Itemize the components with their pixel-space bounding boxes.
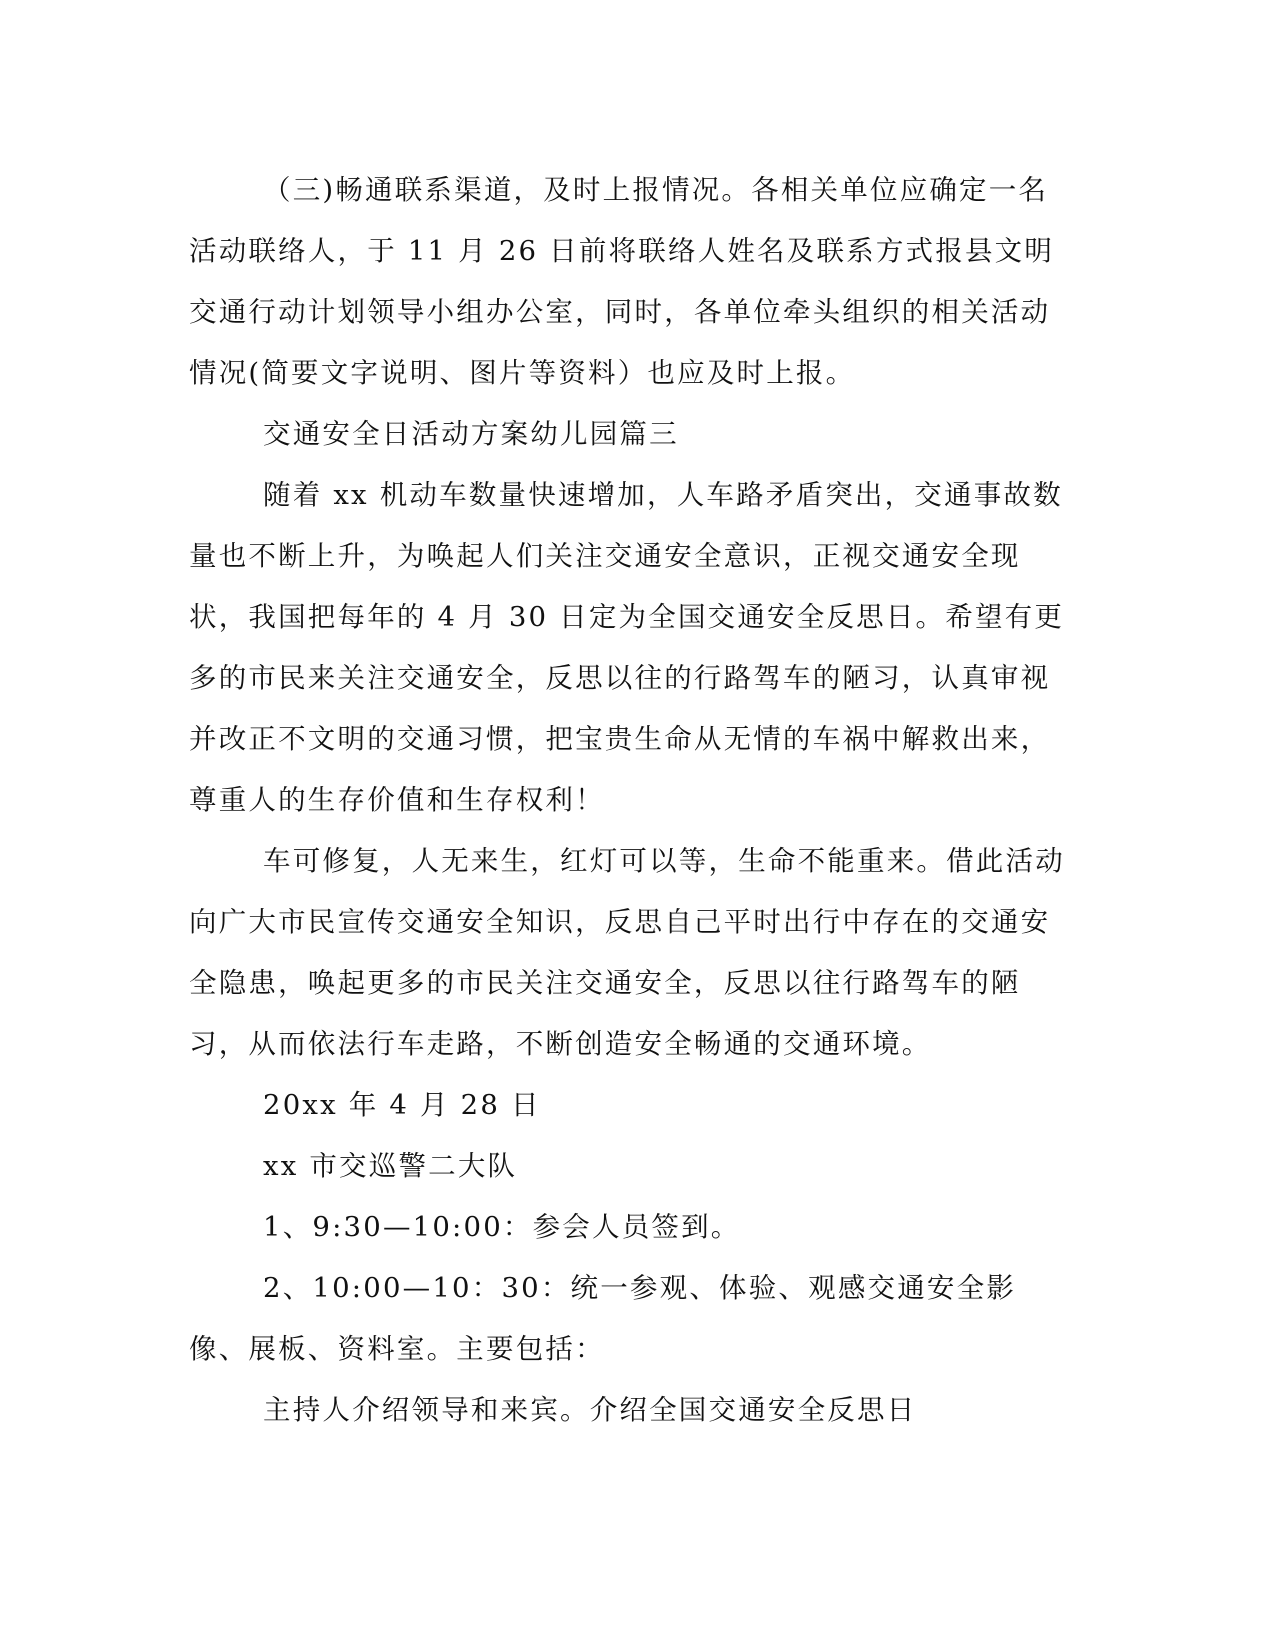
schedule-item-1: 1、9:30—10:00：参会人员签到。 bbox=[263, 1211, 741, 1243]
paragraph-host-intro: 主持人介绍领导和来宾。介绍全国交通安全反思日 bbox=[263, 1394, 917, 1426]
paragraph-contact-channel: （三)畅通联系渠道，及时上报情况。各相关单位应确定一名活动联络人，于 11 月 26 日前将联络人姓名及联系方式报县文明交通行动计划领导小组办公室，同时，各单位牵头组织的相关活动情况(简要文字说明、图片等资料）也应及时上报。 bbox=[189, 174, 1055, 389]
paragraph-background: 随着 xx 机动车数量快速增加，人车路矛盾突出，交通事故数量也不断上升，为唤起人们关注交通安全意识，正视交通安全现状，我国把每年的 4 月 30 日定为全国交通安全反思日。希望有更多的市民来关注交通安全，反思以往的行路驾车的陋习，认真审视并改正不文明的交通习惯，把宝贵生命从无情的车祸中解救出来，尊重人的生存价值和生存权利！ bbox=[189, 479, 1065, 816]
document-issuer: xx 市交巡警二大队 bbox=[263, 1150, 518, 1182]
schedule-item-2: 2、10:00—10：30：统一参观、体验、观感交通安全影像、展板、资料室。主要包括： bbox=[189, 1272, 1017, 1365]
paragraph-purpose: 车可修复，人无来生，红灯可以等，生命不能重来。借此活动向广大市民宣传交通安全知识，反思自己平时出行中存在的交通安全隐患，唤起更多的市民关注交通安全，反思以往行路驾车的陋习，从而依法行车走路，不断创造安全畅通的交通环境。 bbox=[189, 845, 1065, 1060]
document-date: 20xx 年 4 月 28 日 bbox=[263, 1089, 541, 1121]
section-heading: 交通安全日活动方案幼儿园篇三 bbox=[263, 418, 679, 450]
document-body bbox=[189, 160, 1075, 1441]
